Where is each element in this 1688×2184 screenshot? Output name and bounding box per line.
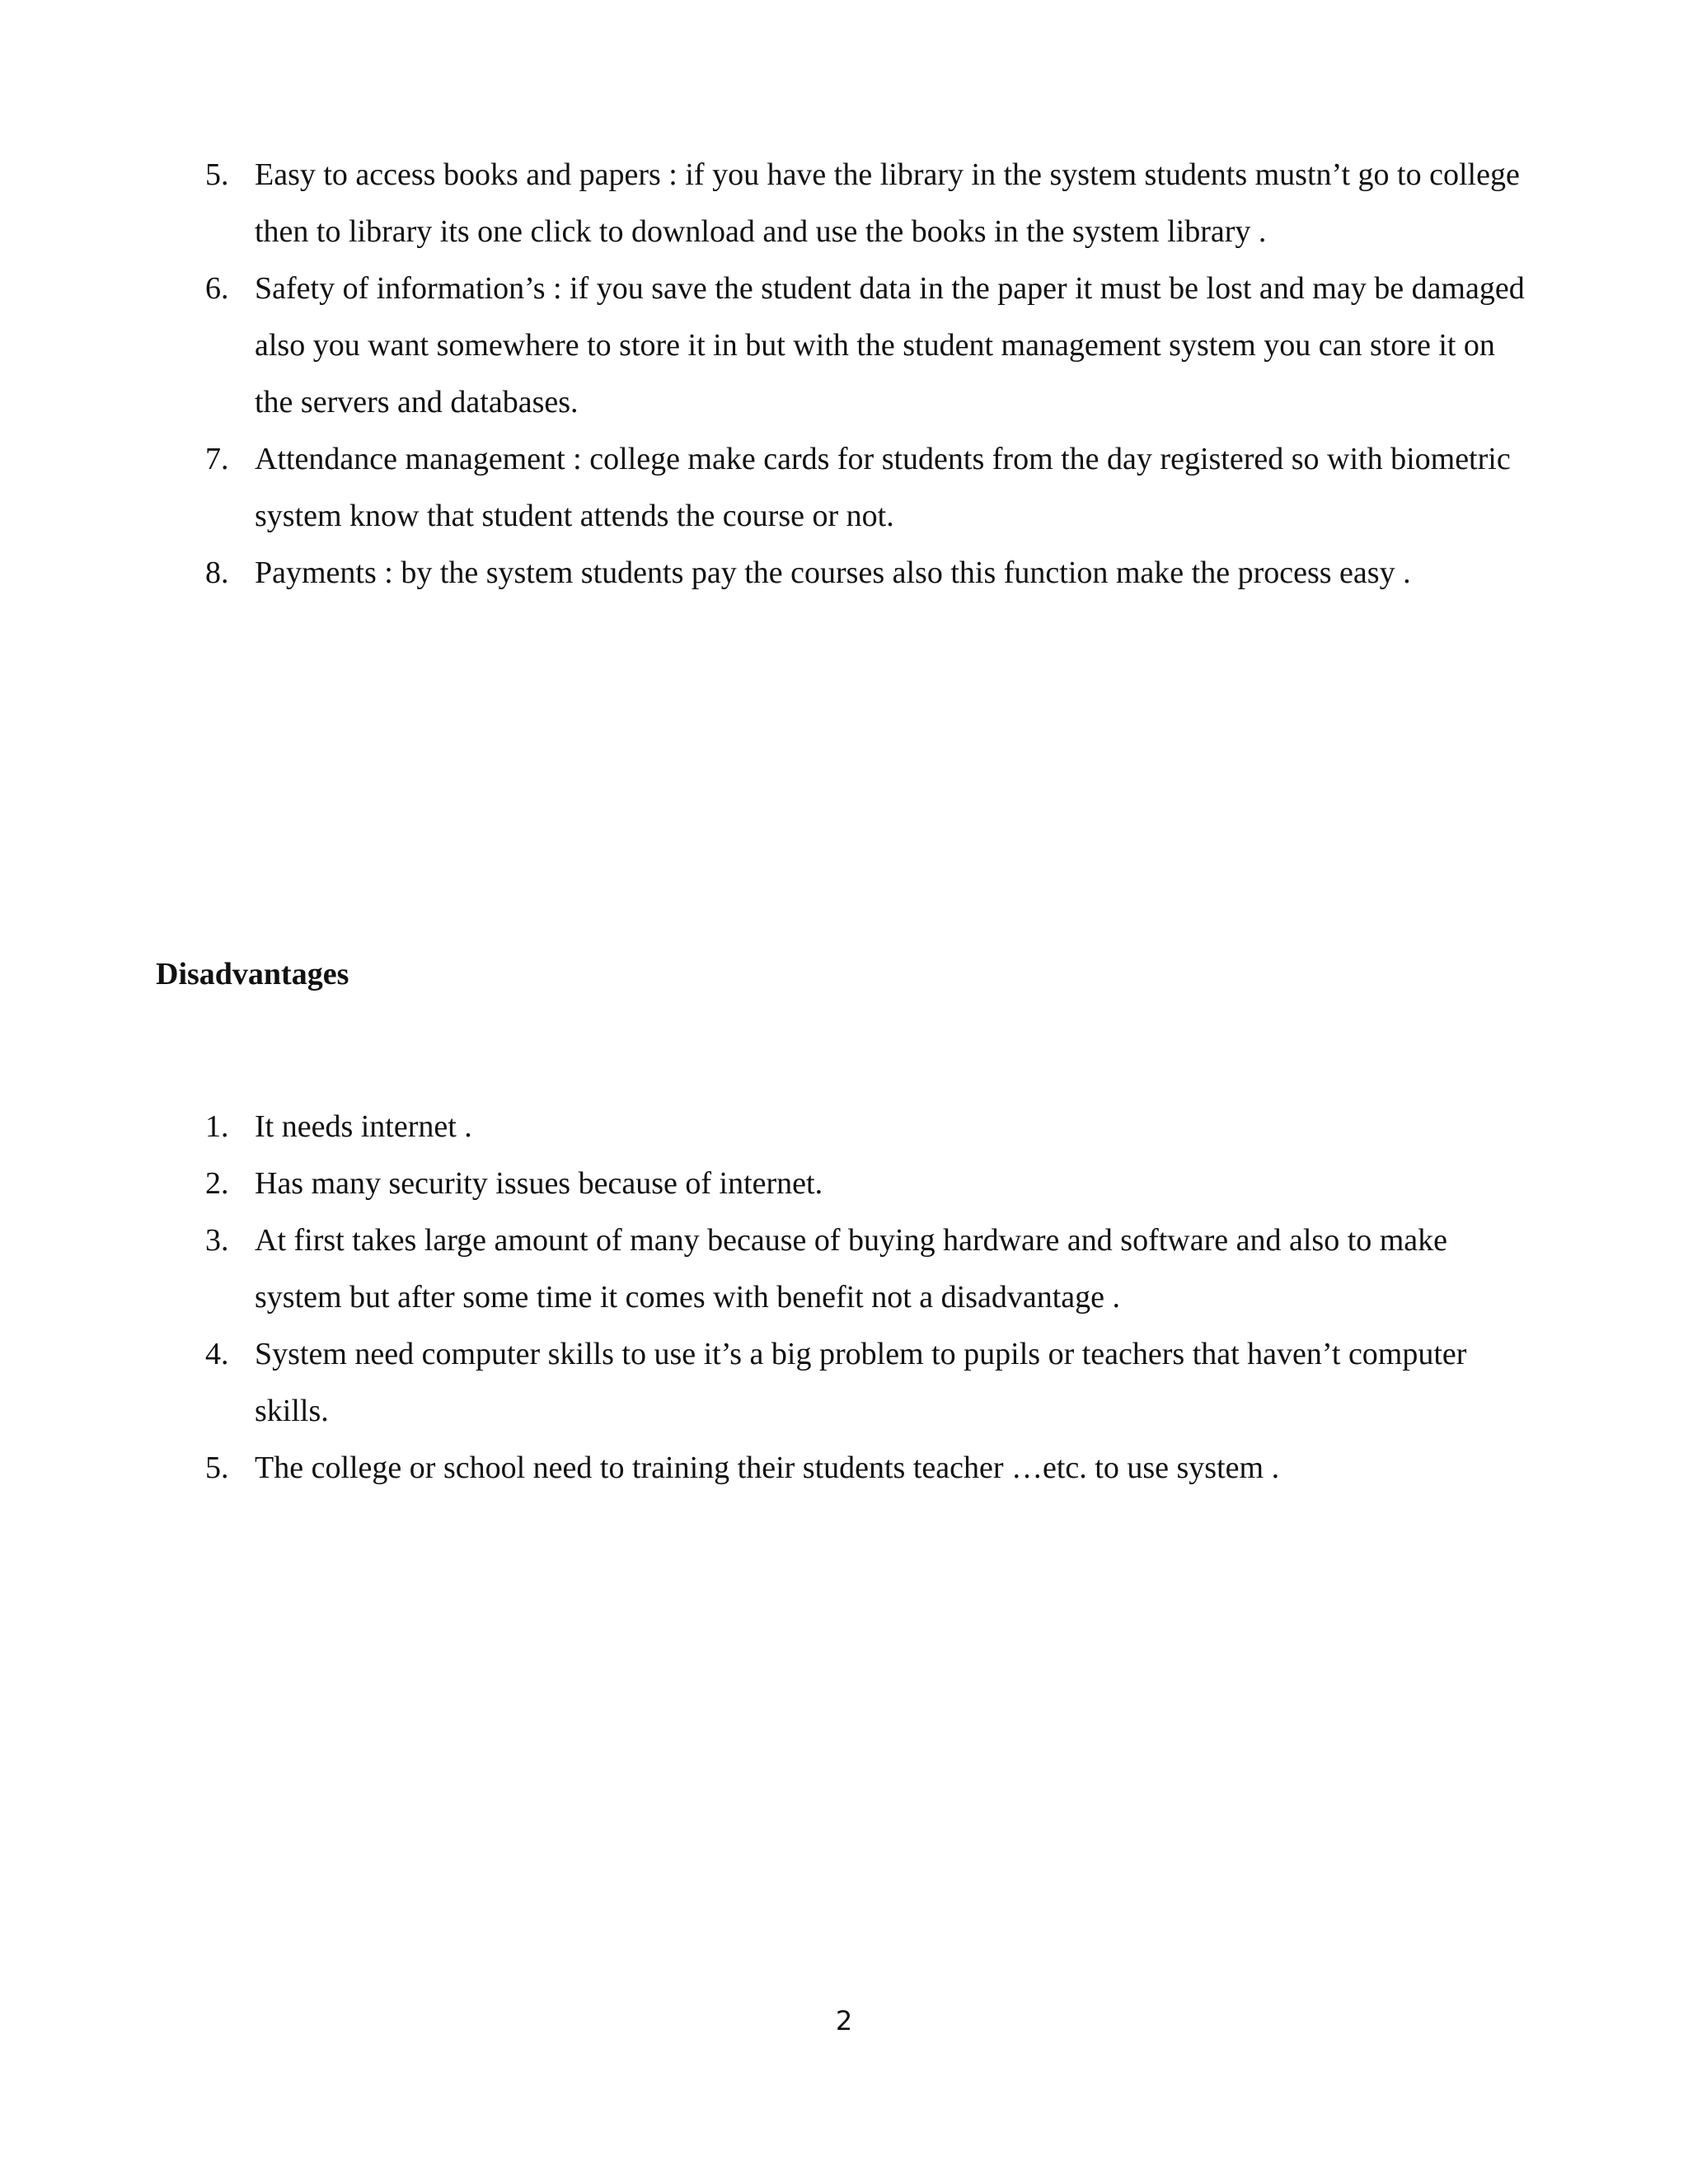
list-item-text: Safety of information’s : if you save the student data in the paper it must be lost and may be damaged also you want somewhere to store it in but with the student management system you can store it on the servers and databases.	[255, 271, 1525, 419]
list-item-text: At first takes large amount of many because of buying hardware and software and also to make system but after some time it comes with benefit not a disadvantage .	[255, 1223, 1448, 1315]
list-item	[0, 1440, 1688, 1497]
list-item	[0, 1155, 1688, 1212]
list-item-text: Has many security issues because of internet.	[255, 1166, 823, 1201]
list-item	[0, 431, 1688, 545]
list-item-number: 5.	[205, 1451, 229, 1485]
list-item-number: 8.	[205, 555, 229, 590]
list-item-text: System need computer skills to use it’s a big problem to pupils or teachers that haven’t computer skills.	[255, 1337, 1467, 1428]
list-item	[0, 260, 1688, 431]
list-item-number: 6.	[205, 271, 229, 306]
list-item	[0, 1326, 1688, 1440]
list-item	[0, 1212, 1688, 1326]
list-item-number: 7.	[205, 442, 229, 476]
advantages-list	[0, 147, 1688, 602]
list-item-text: Payments : by the system students pay the courses also this function make the process easy .	[255, 555, 1411, 590]
list-item-text: It needs internet .	[255, 1109, 472, 1144]
page-number: 2	[835, 2005, 853, 2036]
disadvantages-heading: Disadvantages	[156, 957, 349, 991]
list-item-number: 3.	[205, 1223, 229, 1258]
list-item	[0, 545, 1688, 602]
list-item	[0, 147, 1688, 260]
list-item-number: 2.	[205, 1166, 229, 1201]
list-item-number: 1.	[205, 1109, 229, 1144]
list-item-number: 4.	[205, 1337, 229, 1371]
disadvantages-list	[0, 1099, 1688, 1497]
list-item	[0, 1099, 1688, 1155]
list-item-number: 5.	[205, 157, 229, 192]
list-item-text: Easy to access books and papers : if you have the library in the system students mustn’t go to college then to library its one click to download and use the books in the system library .	[255, 157, 1520, 249]
list-item-text: Attendance management : college make cards for students from the day registered so with biometric system know that student attends the course or not.	[255, 442, 1511, 533]
list-item-text: The college or school need to training their students teacher …etc. to use system .	[255, 1451, 1280, 1485]
